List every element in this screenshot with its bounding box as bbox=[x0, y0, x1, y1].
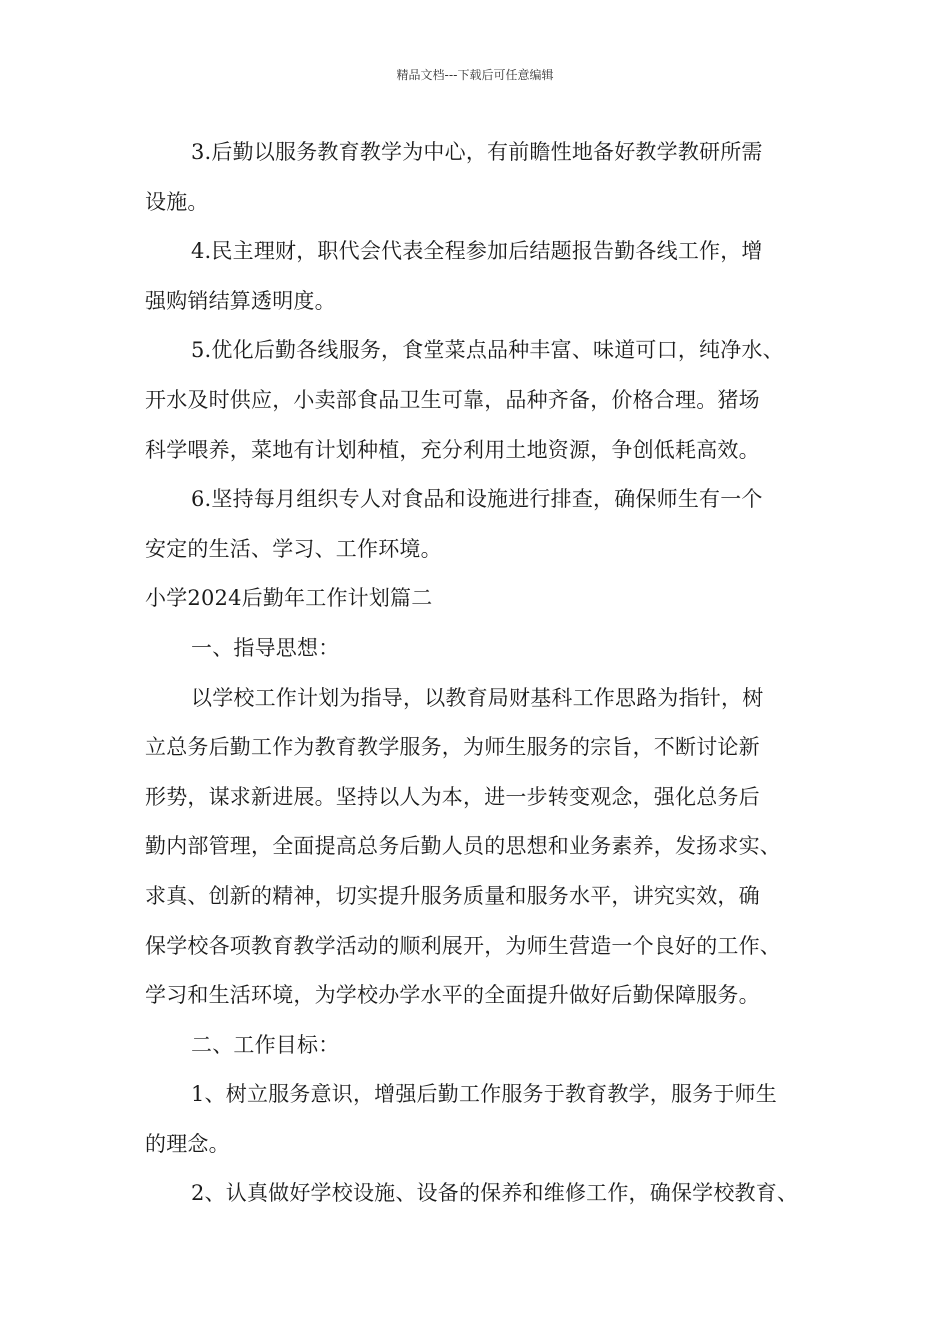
text-line: 的理念。 bbox=[145, 1131, 230, 1156]
text-line: 安定的生活、学习、工作环境。 bbox=[145, 536, 442, 561]
text-line: 保学校各项教育教学活动的顺利展开，为师生营造一个良好的工作、 bbox=[145, 933, 781, 958]
text-line: 设施。 bbox=[145, 189, 209, 214]
section-heading: 二、工作目标： bbox=[191, 1032, 340, 1057]
text-line: 3.后勤以服务教育教学为中心，有前瞻性地备好教学教研所需 bbox=[191, 140, 763, 164]
text-line: 6.坚持每月组织专人对食品和设施进行排查，确保师生有一个 bbox=[191, 487, 763, 512]
text-line: 4.民主理财，职代会代表全程参加后结题报告勤各线工作，增 bbox=[191, 239, 763, 264]
text-line: 勤内部管理，全面提高总务后勤人员的思想和业务素养，发扬求实、 bbox=[145, 834, 781, 859]
document-body bbox=[145, 128, 825, 1219]
text-line: 5.优化后勤各线服务，食堂菜点品种丰富、味道可口，纯净水、 bbox=[191, 338, 784, 363]
text-line: 1、树立服务意识，增强后勤工作服务于教育教学，服务于师生 bbox=[191, 1082, 777, 1107]
text-line: 立总务后勤工作为教育教学服务，为师生服务的宗旨，不断讨论新 bbox=[145, 735, 760, 760]
text-line: 学习和生活环境，为学校办学水平的全面提升做好后勤保障服务。 bbox=[145, 983, 760, 1008]
text-line: 求真、创新的精神，切实提升服务质量和服务水平，讲究实效，确 bbox=[145, 883, 760, 908]
page-header: 精品文档---下载后可任意编辑 bbox=[396, 68, 554, 82]
text-line: 形势，谋求新进展。坚持以人为本，进一步转变观念，强化总务后 bbox=[145, 784, 760, 809]
text-line: 2、认真做好学校设施、设备的保养和维修工作，确保学校教育、 bbox=[191, 1181, 799, 1206]
text-line: 科学喂养，菜地有计划种植，充分利用土地资源，争创低耗高效。 bbox=[145, 437, 760, 462]
text-line: 以学校工作计划为指导，以教育局财基科工作思路为指针，树 bbox=[191, 685, 764, 710]
section-heading: 一、指导思想： bbox=[191, 635, 340, 660]
text-line: 开水及时供应，小卖部食品卫生可靠，品种齐备，价格合理。猪场 bbox=[145, 387, 760, 412]
section-title: 小学2024后勤年工作计划篇二 bbox=[145, 586, 433, 611]
text-line: 强购销结算透明度。 bbox=[145, 288, 336, 313]
